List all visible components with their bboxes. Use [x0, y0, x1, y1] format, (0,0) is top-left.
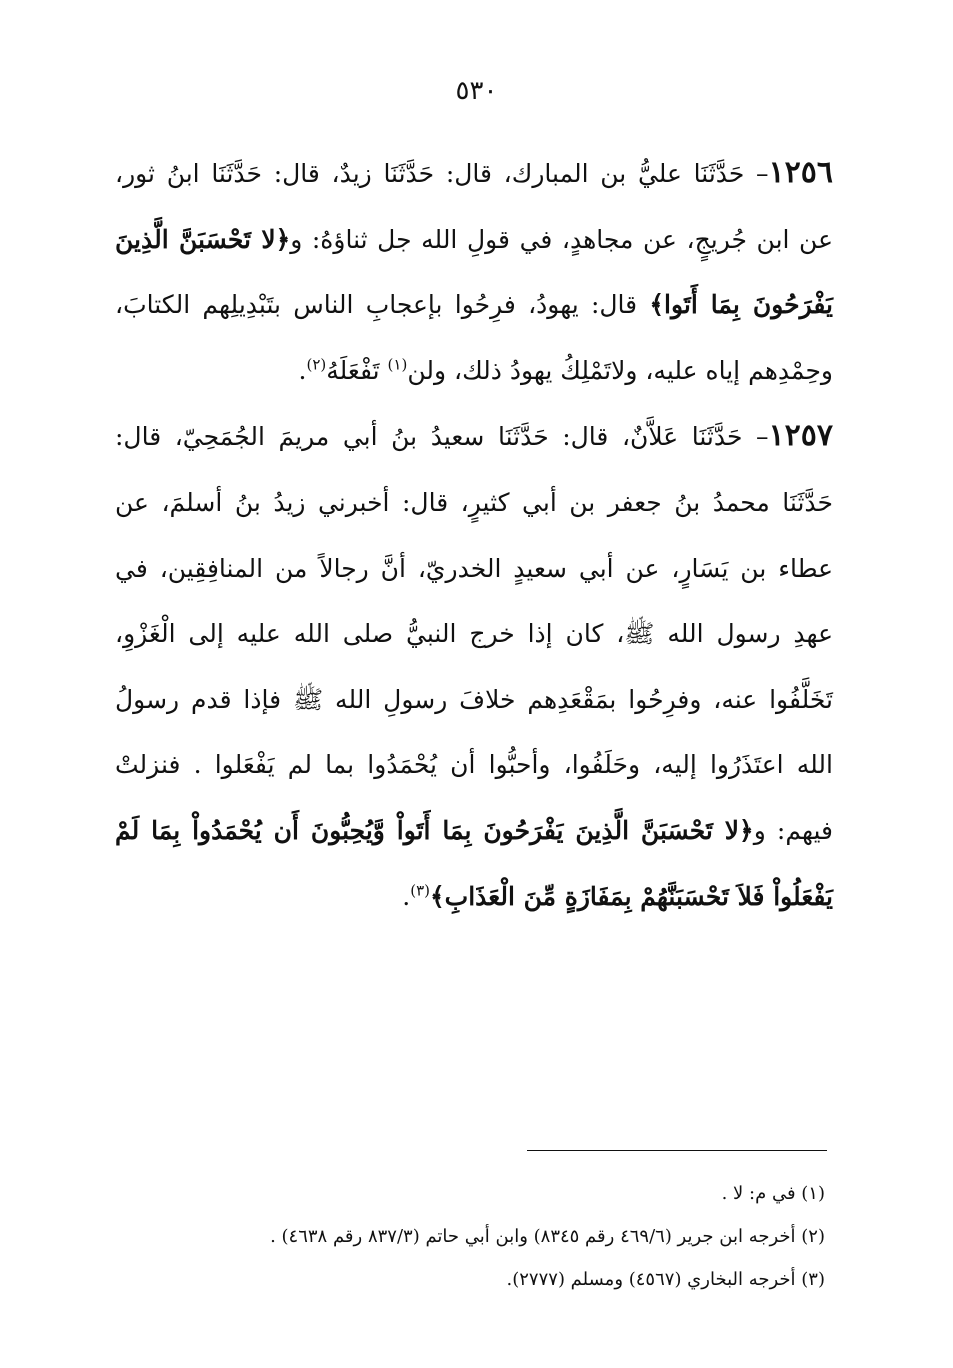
footnotes — [105, 1172, 825, 1301]
hadith-1257 — [115, 403, 833, 929]
footnote-3: (٣) أخرجه البخاري (٤٥٦٧) ومسلم (٢٧٧٧). — [506, 1269, 825, 1290]
footnote-reference: (٣) — [410, 881, 431, 900]
hadith-text: قال: يهودُ، فرِحُوا بإعجابِ الناس بتَبْدِيلِهم الكتابَ، وحِمْدِهم إياه عليه، ولاتَمْلِكُ يهودُ ذلك، ولن — [115, 290, 833, 385]
sentence-end: . — [402, 881, 411, 911]
footnote-separator — [527, 1150, 827, 1151]
hadith-text: – حَدَّثَنَا عَلاَّنٌ، قال: حَدَّثَنَا سعيدُ بنُ أبي مريمَ الجُمَحِيّ، قال: حَدَّثَنَا محمدُ بنُ جعفر بن أبي كثيرٍ، قال: أخبرني زيدُ بنُ أسلمَ، عن عطاء بن يَسَارٍ، عن أبي سعيدٍ الخدريّ، أنَّ رجالاً من المنافِقِين، في عهدِ رسول الله ﷺ، كان إذا خرج النبيُّ صلى الله عليه إلى الْغَزْوِ، تَخَلَّفُوا عنه، وفرِحُوا بمَقْعَدِهم خلافَ رسولِ الله ﷺ فإذا قدم رسولُ الله اعتَذَرُوا إليه، وحَلَفُوا، وأحبُّوا أن يُحْمَدُوا بما لم يَفْعَلوا . فنزلتْ فيهم: و — [115, 422, 833, 845]
main-text — [115, 140, 833, 929]
quran-verse: ﴿لا تَحْسَبَنَّ الَّذِينَ يَفْرَحُونَ بِمَا أَتَوا﴾ — [115, 224, 833, 320]
hadith-number: ١٢٥٦ — [768, 155, 833, 190]
footnote-1: (١) في م: لا . — [721, 1183, 825, 1204]
hadith-text: – حَدَّثَنَا عليُّ بن المبارك، قال: حَدَّثَنَا زيدٌ، قال: حَدَّثَنَا ابنُ ثور، عن ابن جُريجٍ، عن مجاهدٍ، في قولِ الله جل ثناؤهُ: و — [115, 159, 834, 254]
page-number: ٥٣٠ — [455, 76, 498, 106]
footnote-2: (٢) أخرجه ابن جرير (٤٦٩/٦ رقم ٨٣٤٥) وابن أبي حاتم (٨٣٧/٣ رقم ٤٦٣٨) . — [270, 1226, 825, 1247]
footnote-reference: (٢) — [306, 355, 327, 374]
footnote-reference: (١) — [387, 355, 408, 374]
hadith-1256 — [115, 140, 833, 403]
hadith-number: ١٢٥٧ — [768, 418, 833, 454]
sentence-end: . — [298, 355, 307, 385]
quran-verse: ﴿لا تَحْسَبَنَّ الَّذِينَ يَفْرَحُونَ بِمَا أَتَواْ وَّيُحِبُّونَ أَن يُحْمَدُواْ بِمَا لَمْ يَفْعَلُواْ فَلاَ تَحْسَبَنَّهُمْ بِمَفَازَةٍ مِّنَ الْعَذَابِ﴾ — [115, 815, 833, 911]
hadith-text: تَفْعَلَهُ — [326, 355, 388, 385]
